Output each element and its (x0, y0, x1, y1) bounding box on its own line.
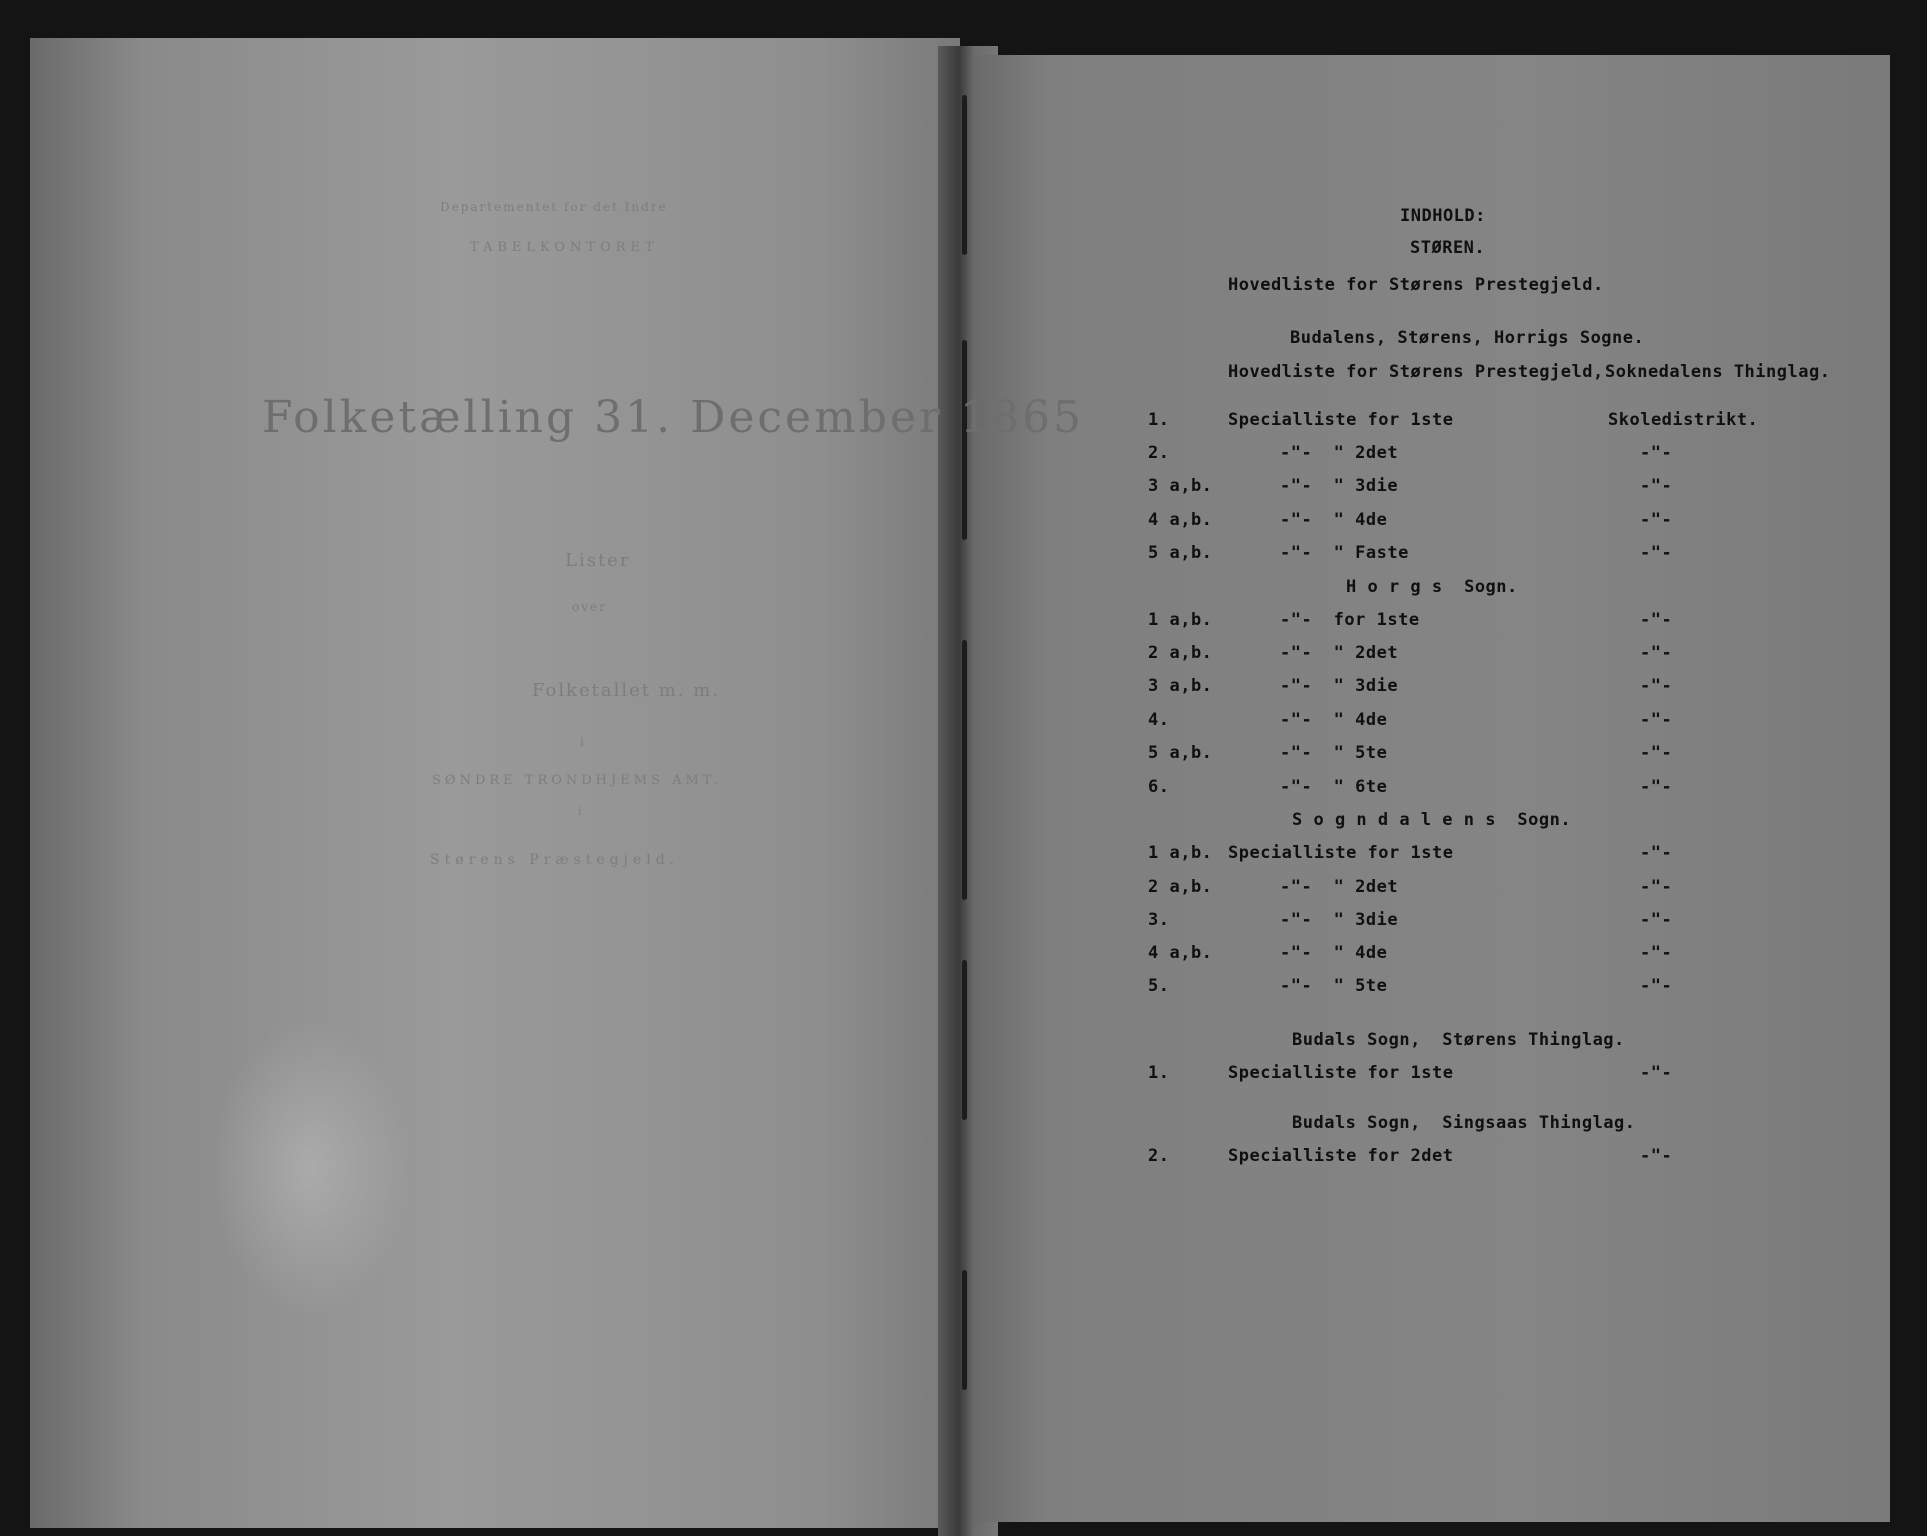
row-text: -"- " 5te (1280, 976, 1388, 996)
binding-stitch (962, 95, 967, 255)
row-text: Specialliste for 1ste (1228, 843, 1454, 863)
row-right: -"- (1640, 777, 1673, 797)
row-text: -"- " 2det (1280, 443, 1399, 463)
row-right: -"- (1640, 910, 1673, 930)
department-line: Departementet for det Indre (440, 200, 668, 214)
row-number: 2 a,b. (1148, 877, 1213, 897)
cover-i2: i (578, 805, 584, 818)
row-text: -"- " 4de (1280, 510, 1388, 530)
row-text: -"- " 2det (1280, 643, 1399, 663)
row-number: 3. (1148, 910, 1170, 930)
row-number: 4 a,b. (1148, 510, 1213, 530)
section-heading: S o g n d a l e n s Sogn. (1292, 810, 1572, 830)
row-number: 4. (1148, 710, 1170, 730)
cover-folketallet: Folketallet m. m. (532, 680, 721, 701)
binding-stitch (962, 640, 967, 900)
cover-parish: Størens Præstegjeld. (430, 852, 680, 868)
row-right: -"- (1640, 643, 1673, 663)
row-right: -"- (1640, 676, 1673, 696)
hovedliste-line-2: Hovedliste for Størens Prestegjeld, (1228, 362, 1604, 382)
row-text: Specialliste for 1ste (1228, 410, 1454, 430)
cover-title: Folketælling 31. December 1865 (262, 392, 1085, 443)
hovedliste-line-2-right: Soknedalens Thinglag. (1605, 362, 1831, 382)
row-text: -"- " 4de (1280, 943, 1388, 963)
row-number: 4 a,b. (1148, 943, 1213, 963)
index-heading: INDHOLD: (1400, 206, 1486, 226)
row-number: 6. (1148, 777, 1170, 797)
row-number: 3 a,b. (1148, 676, 1213, 696)
row-text: Specialliste for 1ste (1228, 1063, 1454, 1083)
binding-stitch (962, 960, 967, 1120)
row-text: -"- " 6te (1280, 777, 1388, 797)
row-right: -"- (1640, 543, 1673, 563)
row-right: -"- (1640, 843, 1673, 863)
cover-over: over (572, 600, 607, 614)
row-number: 2. (1148, 1146, 1170, 1166)
row-right: -"- (1640, 443, 1673, 463)
row-right: Skoledistrikt. (1608, 410, 1759, 430)
row-right: -"- (1640, 1146, 1673, 1166)
row-text: -"- " Faste (1280, 543, 1409, 563)
row-number: 1. (1148, 1063, 1170, 1083)
row-right: -"- (1640, 710, 1673, 730)
cover-amt: SØNDRE TRONDHJEMS AMT. (432, 773, 722, 788)
row-text: -"- " 4de (1280, 710, 1388, 730)
row-right: -"- (1640, 877, 1673, 897)
row-text: -"- " 3die (1280, 910, 1399, 930)
section-heading: Budalens, Størens, Horrigs Sogne. (1290, 328, 1645, 348)
section-heading: Budals Sogn, Størens Thinglag. (1292, 1030, 1625, 1050)
row-text: Specialliste for 2det (1228, 1146, 1454, 1166)
row-text: -"- " 2det (1280, 877, 1399, 897)
binding-stitch (962, 1270, 967, 1390)
row-number: 5 a,b. (1148, 743, 1213, 763)
section-heading: Budals Sogn, Singsaas Thinglag. (1292, 1113, 1636, 1133)
row-right: -"- (1640, 1063, 1673, 1083)
row-right: -"- (1640, 476, 1673, 496)
row-right: -"- (1640, 976, 1673, 996)
hovedliste-line-1: Hovedliste for Størens Prestegjeld. (1228, 275, 1604, 295)
cover-lister: Lister (565, 550, 631, 571)
row-number: 5. (1148, 976, 1170, 996)
row-text: -"- " 3die (1280, 476, 1399, 496)
office-line: TABELKONTORET (470, 240, 659, 255)
cover-i: i (580, 735, 586, 749)
row-right: -"- (1640, 943, 1673, 963)
row-number: 2 a,b. (1148, 643, 1213, 663)
row-number: 3 a,b. (1148, 476, 1213, 496)
row-number: 1 a,b. (1148, 610, 1213, 630)
row-number: 1. (1148, 410, 1170, 430)
row-right: -"- (1640, 610, 1673, 630)
row-text: -"- " 5te (1280, 743, 1388, 763)
row-number: 2. (1148, 443, 1170, 463)
row-text: -"- for 1ste (1280, 610, 1420, 630)
section-heading: H o r g s Sogn. (1346, 577, 1518, 597)
row-number: 1 a,b. (1148, 843, 1213, 863)
row-right: -"- (1640, 510, 1673, 530)
index-subheading: STØREN. (1410, 238, 1486, 258)
row-number: 5 a,b. (1148, 543, 1213, 563)
row-right: -"- (1640, 743, 1673, 763)
row-text: -"- " 3die (1280, 676, 1399, 696)
